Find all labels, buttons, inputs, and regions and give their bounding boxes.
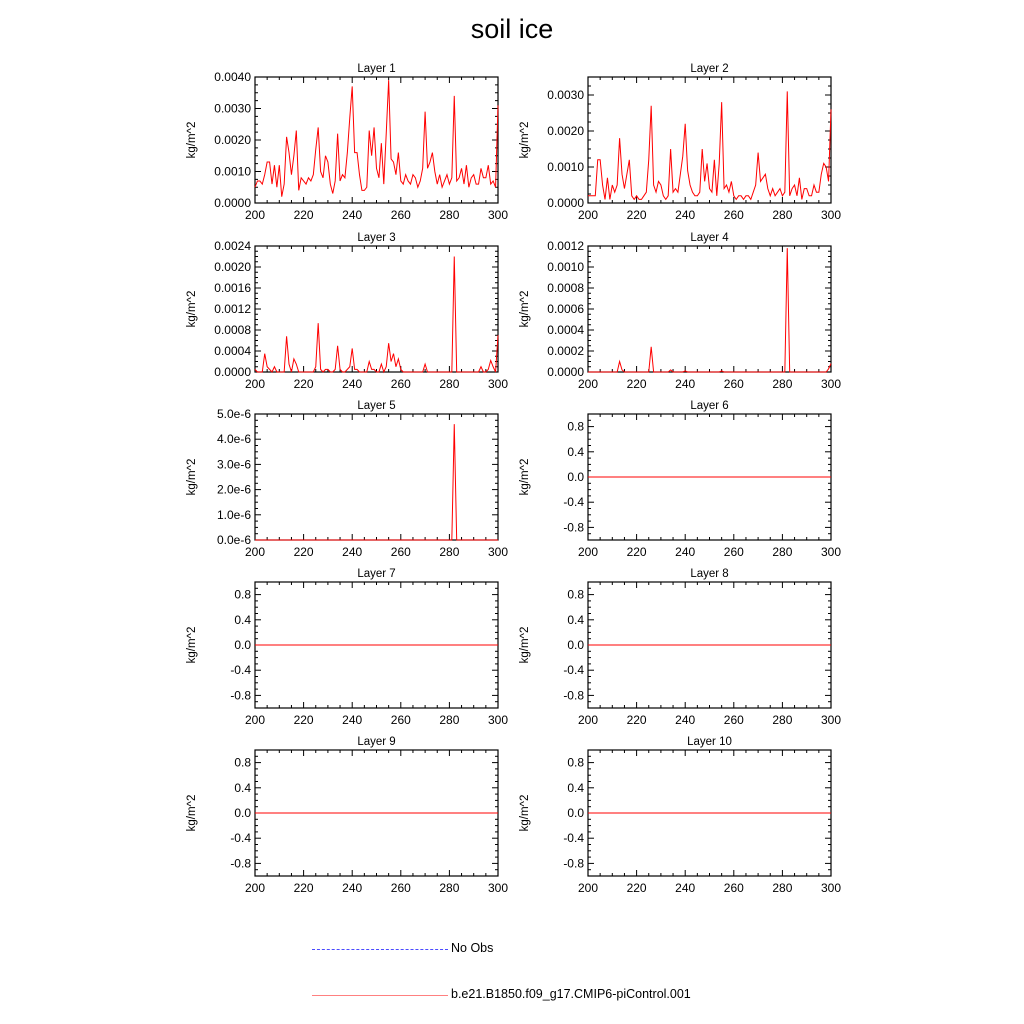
x-tick-label: 240	[675, 881, 696, 895]
series-line-model	[588, 248, 831, 372]
chart-panel-layer-1	[186, 63, 508, 222]
panel-title: Layer 8	[690, 568, 729, 580]
x-tick-label: 200	[244, 545, 266, 559]
x-tick-label: 220	[293, 377, 314, 391]
y-tick-label: 0.0016	[214, 281, 251, 295]
x-tick-label: 300	[820, 881, 842, 895]
y-tick-label: -0.8	[563, 520, 584, 535]
x-tick-label: 260	[390, 881, 411, 895]
y-tick-label: -0.8	[563, 688, 584, 703]
y-tick-label: 0.0	[567, 638, 584, 652]
x-tick-label: 200	[577, 377, 599, 391]
y-tick-label: 0.0004	[214, 344, 251, 358]
x-tick-label: 280	[439, 377, 460, 391]
y-tick-label: 0.0006	[547, 302, 584, 316]
x-tick-label: 220	[293, 545, 314, 559]
y-tick-label: 0.0030	[547, 88, 584, 102]
x-tick-label: 260	[723, 545, 744, 559]
panel-title: Layer 2	[690, 63, 729, 75]
x-tick-label: 220	[626, 713, 647, 727]
y-tick-label: 2.0e-6	[216, 482, 251, 497]
x-tick-label: 300	[820, 377, 842, 391]
y-tick-label: -0.4	[563, 663, 584, 678]
y-axis-label: kg/m^2	[519, 458, 531, 496]
y-axis-label: kg/m^2	[519, 626, 531, 664]
x-tick-label: 240	[342, 881, 363, 895]
x-tick-label: 260	[390, 377, 411, 391]
y-tick-label: 0.0020	[547, 124, 584, 138]
y-tick-label: 0.0020	[214, 260, 251, 274]
x-tick-label: 220	[293, 881, 314, 895]
x-tick-label: 260	[723, 881, 744, 895]
legend-swatch-obs	[312, 949, 448, 950]
x-tick-label: 260	[390, 208, 411, 222]
chart-panel-layer-3	[186, 232, 508, 391]
y-tick-label: 0.0002	[547, 344, 584, 358]
y-tick-label: 0.0	[234, 806, 251, 820]
x-tick-label: 280	[439, 545, 460, 559]
y-tick-label: 0.4	[234, 780, 251, 795]
y-axis-label: kg/m^2	[186, 290, 198, 328]
y-tick-label: 0.4	[567, 780, 584, 795]
series-line-model	[255, 257, 498, 373]
panel-title: Layer 5	[357, 400, 396, 412]
plot-frame	[588, 246, 831, 372]
y-tick-label: 0.0000	[547, 196, 584, 210]
y-axis-label: kg/m^2	[186, 121, 198, 159]
panel-title: Layer 9	[357, 736, 396, 748]
y-tick-label: -0.4	[563, 495, 584, 510]
x-tick-label: 220	[626, 377, 647, 391]
y-tick-label: -0.8	[230, 688, 251, 703]
series-line-model	[255, 424, 498, 540]
x-tick-label: 260	[723, 377, 744, 391]
x-tick-label: 200	[244, 881, 266, 895]
x-tick-label: 200	[577, 881, 599, 895]
x-tick-label: 200	[244, 377, 266, 391]
x-tick-label: 300	[487, 713, 509, 727]
legend-swatch-model	[312, 995, 448, 996]
y-tick-label: 0.0024	[214, 239, 251, 253]
x-tick-label: 260	[723, 208, 744, 222]
y-tick-label: 0.0	[234, 638, 251, 652]
y-tick-label: 0.8	[234, 587, 251, 602]
y-tick-label: 0.8	[567, 587, 584, 602]
y-tick-label: 0.4	[567, 612, 584, 627]
y-tick-label: 0.0040	[214, 70, 251, 84]
x-tick-label: 220	[293, 713, 314, 727]
chart-panel-layer-6	[519, 400, 841, 559]
legend-label-obs: No Obs	[451, 941, 494, 955]
x-tick-label: 280	[772, 377, 793, 391]
x-tick-label: 280	[439, 881, 460, 895]
x-tick-label: 240	[342, 208, 363, 222]
y-axis-label: kg/m^2	[519, 290, 531, 328]
x-tick-label: 260	[390, 713, 411, 727]
x-tick-label: 240	[342, 713, 363, 727]
y-axis-label: kg/m^2	[186, 794, 198, 832]
x-tick-label: 280	[772, 881, 793, 895]
y-tick-label: 0.0008	[214, 323, 251, 337]
chart-panel-layer-2	[519, 63, 841, 222]
y-tick-label: 1.0e-6	[216, 507, 251, 522]
panel-title: Layer 10	[687, 736, 732, 748]
chart-panel-layer-5	[186, 400, 508, 559]
y-tick-label: -0.4	[230, 663, 251, 678]
plot-frame	[255, 77, 498, 203]
plot-frame	[255, 414, 498, 540]
y-tick-label: 0.0010	[547, 160, 584, 174]
x-tick-label: 200	[244, 208, 266, 222]
panel-title: Layer 1	[357, 63, 396, 75]
y-tick-label: 5.0e-6	[216, 407, 251, 421]
y-tick-label: 0.0012	[214, 302, 251, 316]
y-tick-label: 0.0008	[547, 281, 584, 295]
chart-panel-layer-9	[186, 736, 508, 895]
chart-panel-layer-7	[186, 568, 508, 727]
y-tick-label: 0.0010	[547, 260, 584, 274]
y-tick-label: 0.0	[567, 806, 584, 820]
y-tick-label: 0.0000	[214, 365, 251, 379]
x-tick-label: 240	[342, 377, 363, 391]
x-tick-label: 280	[772, 713, 793, 727]
x-tick-label: 240	[675, 545, 696, 559]
x-tick-label: 220	[293, 208, 314, 222]
x-tick-label: 240	[342, 545, 363, 559]
x-tick-label: 280	[439, 713, 460, 727]
y-tick-label: 0.8	[567, 755, 584, 770]
y-tick-label: 0.4	[567, 444, 584, 459]
x-tick-label: 300	[820, 208, 842, 222]
chart-panel-layer-8	[519, 568, 841, 727]
y-axis-label: kg/m^2	[186, 626, 198, 664]
x-tick-label: 300	[487, 208, 509, 222]
x-tick-label: 220	[626, 208, 647, 222]
chart-panel-layer-10	[519, 736, 841, 895]
y-tick-label: 0.0012	[547, 239, 584, 253]
chart-panel-layer-4	[519, 232, 841, 391]
figure-title: soil ice	[470, 14, 554, 44]
x-tick-label: 220	[626, 881, 647, 895]
y-tick-label: 4.0e-6	[216, 432, 251, 447]
x-tick-label: 300	[487, 377, 509, 391]
y-tick-label: -0.8	[230, 856, 251, 871]
x-tick-label: 260	[390, 545, 411, 559]
panel-title: Layer 4	[690, 232, 729, 244]
x-tick-label: 260	[723, 713, 744, 727]
x-tick-label: 300	[820, 545, 842, 559]
y-tick-label: 3.0e-6	[216, 457, 251, 472]
panel-title: Layer 3	[357, 232, 396, 244]
x-tick-label: 280	[772, 208, 793, 222]
x-tick-label: 280	[772, 545, 793, 559]
panel-title: Layer 6	[690, 400, 729, 412]
x-tick-label: 240	[675, 208, 696, 222]
x-tick-label: 200	[577, 208, 599, 222]
y-tick-label: 0.0004	[547, 323, 584, 337]
x-tick-label: 220	[626, 545, 647, 559]
series-line-model	[588, 91, 831, 199]
series-line-model	[255, 80, 498, 197]
y-tick-label: 0.8	[234, 755, 251, 770]
y-tick-label: -0.8	[563, 856, 584, 871]
y-tick-label: 0.0000	[547, 365, 584, 379]
y-axis-label: kg/m^2	[519, 121, 531, 159]
x-tick-label: 280	[439, 208, 460, 222]
x-tick-label: 300	[487, 881, 509, 895]
y-tick-label: -0.4	[230, 831, 251, 846]
x-tick-label: 200	[577, 713, 599, 727]
y-tick-label: 0.0000	[214, 196, 251, 210]
panel-title: Layer 7	[357, 568, 396, 580]
y-tick-label: 0.8	[567, 419, 584, 434]
y-tick-label: 0.0020	[214, 133, 251, 147]
x-tick-label: 240	[675, 377, 696, 391]
x-tick-label: 300	[487, 545, 509, 559]
y-tick-label: 0.0e-6	[216, 533, 251, 547]
plot-frame	[255, 246, 498, 372]
y-tick-label: -0.4	[563, 831, 584, 846]
y-tick-label: 0.0010	[214, 164, 251, 179]
y-tick-label: 0.4	[234, 612, 251, 627]
y-tick-label: 0.0	[567, 470, 584, 484]
y-tick-label: 0.0030	[214, 101, 251, 116]
legend-label-model: b.e21.B1850.f09_g17.CMIP6-piControl.001	[451, 987, 691, 1001]
x-tick-label: 300	[820, 713, 842, 727]
x-tick-label: 240	[675, 713, 696, 727]
x-tick-label: 200	[577, 545, 599, 559]
x-tick-label: 200	[244, 713, 266, 727]
y-axis-label: kg/m^2	[186, 458, 198, 496]
y-axis-label: kg/m^2	[519, 794, 531, 832]
